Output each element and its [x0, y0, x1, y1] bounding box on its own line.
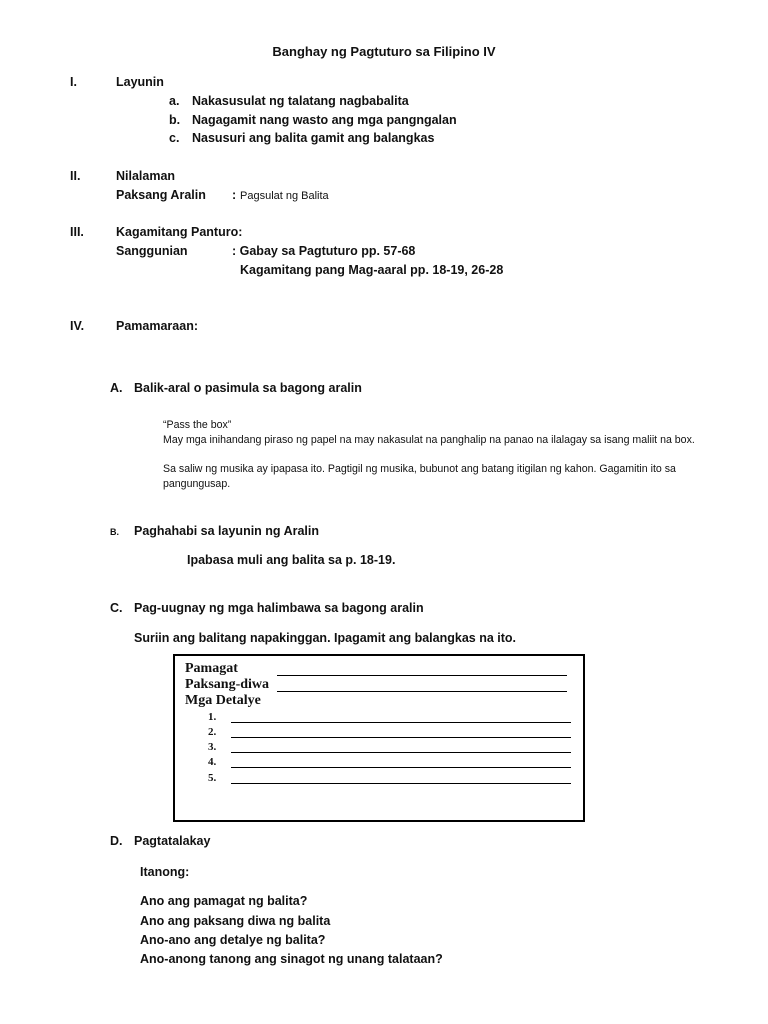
section-1-heading: Layunin	[116, 75, 164, 89]
part-a-letter: A.	[110, 381, 123, 395]
question-3: Ano-ano ang detalye ng balita?	[140, 933, 326, 947]
itanong-label: Itanong:	[140, 865, 190, 879]
detail-number-1: 1.	[208, 711, 217, 723]
sanggunian-value-2: Kagamitang pang Mag-aaral pp. 18-19, 26-28	[240, 263, 504, 277]
section-4-heading: Pamamaraan:	[116, 319, 198, 333]
part-a-activity-title: “Pass the box”	[163, 419, 232, 431]
detail-number-5: 5.	[208, 772, 217, 784]
question-4: Ano-anong tanong ang sinagot ng unang talataan?	[140, 952, 443, 966]
paksang-aralin-colon: :	[232, 188, 237, 202]
part-a-paragraph-2: Sa saliw ng musika ay ipapasa ito. Pagtigil ng musika, bubunot ang batang itigilan ng kahon. Gagamitin ito sa pangungusap.	[163, 463, 676, 490]
sanggunian-label: Sanggunian	[116, 244, 188, 258]
objective-a-letter: a.	[169, 94, 180, 108]
section-2-numeral: II.	[70, 169, 81, 183]
objective-b-text: Nagagamit nang wasto ang mga pangngalan	[192, 113, 457, 127]
part-a-heading: Balik-aral o pasimula sa bagong aralin	[134, 381, 362, 395]
paksang-aralin-label: Paksang Aralin	[116, 188, 206, 202]
paksang-diwa-line	[277, 691, 567, 692]
section-1-numeral: I.	[70, 75, 77, 89]
question-1: Ano ang pamagat ng balita?	[140, 894, 308, 908]
section-3-heading: Kagamitang Panturo:	[116, 225, 243, 239]
detail-line-4	[231, 767, 571, 768]
part-a-paragraph-1: May mga inihandang piraso ng papel na may nakasulat na panghalip na panao na ilalagay sa isang maliit na box.	[163, 434, 695, 446]
section-2-heading: Nilalaman	[116, 169, 176, 183]
outline-box	[173, 654, 585, 822]
mga-detalye-label: Mga Detalye	[185, 693, 261, 708]
part-d-heading: Pagtatalakay	[134, 834, 211, 848]
paksang-aralin-value: Pagsulat ng Balita	[240, 190, 329, 202]
detail-number-4: 4.	[208, 756, 217, 768]
document-title: Banghay ng Pagtuturo sa Filipino IV	[272, 44, 496, 59]
paksang-diwa-label: Paksang-diwa	[185, 677, 270, 692]
section-4-numeral: IV.	[70, 319, 85, 333]
detail-line-2	[231, 737, 571, 738]
detail-line-1	[231, 722, 571, 723]
part-c-text: Suriin ang balitang napakinggan. Ipagamit ang balangkas na ito.	[134, 631, 517, 645]
part-c-letter: C.	[110, 601, 123, 615]
sanggunian-value-1: : Gabay sa Pagtuturo pp. 57-68	[232, 244, 416, 258]
detail-line-3	[231, 752, 571, 753]
objective-a-text: Nakasusulat ng talatang nagbabalita	[192, 94, 409, 108]
detail-number-2: 2.	[208, 726, 217, 738]
objective-c-text: Nasusuri ang balita gamit ang balangkas	[192, 131, 435, 145]
part-b-text: Ipabasa muli ang balita sa p. 18-19.	[187, 553, 396, 567]
objective-b-letter: b.	[169, 113, 181, 127]
part-d-letter: D.	[110, 834, 123, 848]
section-3-numeral: III.	[70, 225, 84, 239]
pamagat-line	[277, 675, 567, 676]
part-b-letter: B.	[110, 527, 119, 537]
objective-c-letter: c.	[169, 131, 180, 145]
part-c-heading: Pag-uugnay ng mga halimbawa sa bagong aralin	[134, 601, 424, 615]
pamagat-label: Pamagat	[185, 661, 238, 676]
question-2: Ano ang paksang diwa ng balita	[140, 914, 331, 928]
detail-number-3: 3.	[208, 741, 217, 753]
detail-line-5	[231, 783, 571, 784]
part-b-heading: Paghahabi sa layunin ng Aralin	[134, 524, 319, 538]
